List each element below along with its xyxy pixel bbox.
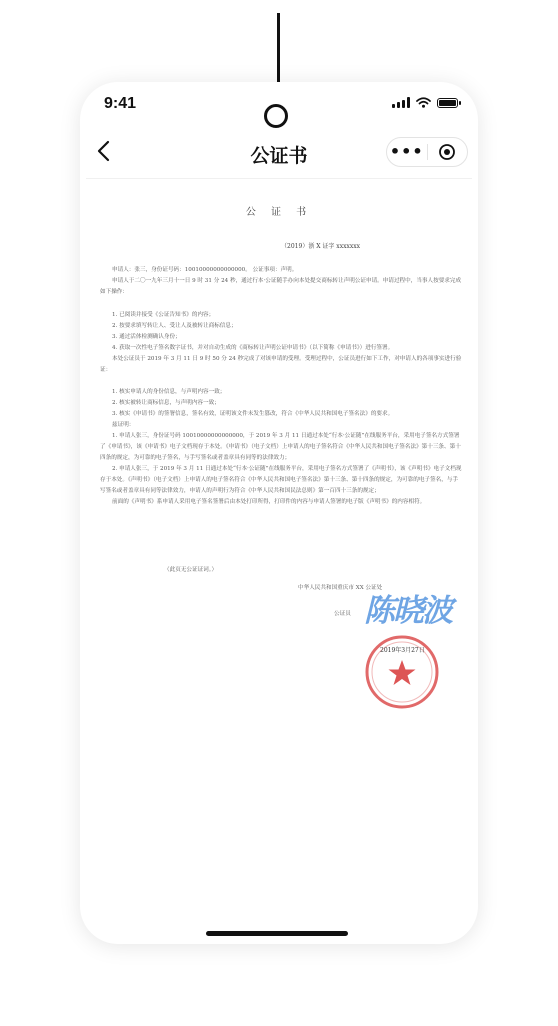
document-heading: 公 证 书 [245, 207, 313, 218]
target-close-icon [438, 143, 456, 161]
home-indicator[interactable] [206, 931, 348, 936]
page-title: 公证书 [250, 145, 308, 167]
steps-list [100, 310, 462, 376]
close-button[interactable] [427, 143, 467, 161]
list-item: 3. 核实《申请书》的签署信息，签名有效，证明该文件未发生篡改，符合《中华人民共和国电子签名法》的要求。 [112, 411, 394, 417]
wifi-icon [416, 97, 431, 108]
certificate-document[interactable] [86, 178, 472, 899]
notary-office: 中华人民共和国重庆市 XX 公证处 [298, 585, 383, 591]
list-item: 2. 核实被转让商标信息，与声明内容一致； [112, 400, 220, 406]
accept-paragraph: 本处公证员于 2019 年 3 月 11 日 9 时 50 分 24 秒完成了对该申请的受理。受理过程中，公证员进行如下工作，对申请人的各项事实进行验证： [100, 356, 462, 373]
more-button[interactable]: ••• [389, 142, 424, 161]
intro-line: 申请人：张三，身份证号码：10010000000000000。 公证事项：声明。 [112, 267, 298, 273]
checks-list [100, 387, 462, 431]
mini-program-capsule [386, 137, 468, 167]
status-icons [392, 97, 458, 108]
list-item: 2. 按要求填写转让人、受让人及被转让商标信息； [112, 323, 237, 329]
handwritten-signature: 陈晓波 [364, 593, 451, 629]
pointer-ring-icon [264, 104, 288, 128]
list-item: 1. 核实申请人的身份信息，与声明内容一致； [112, 389, 226, 395]
certify-label: 兹证明： [112, 422, 135, 428]
status-time: 9:41 [104, 95, 137, 112]
intro-line: 申请人于二〇一九年三月十一日 9 时 31 分 24 秒，通过行本·公证随手办向本处提交商标转让声明公证申请。申请过程中，当事人按要求完成如下操作： [100, 278, 462, 295]
date-signed: 2019年3月27日 [380, 647, 425, 654]
certify-paragraph: 1. 申请人张三，身份证号码 10010000000000000，于 2019 年 3 月 11 日通过本处“行本·公证随”在线服务平台，采用电子签名方式签署了《申请书》，该《申请书》电子文档现存于本处。《申请书》（电子文档）上申请人的电子签名符合《中华人民共和国电子签名法》第十三条、第十四条的规定，为可靠的电子签名，与手写签名或者盖章具有同等的法律效力； [100, 433, 461, 461]
list-item: 3. 通过活体检测确认身份； [112, 334, 181, 340]
footnote: （此页无公证证词。） [164, 567, 218, 573]
document-number: （2019）浙 X 证字 xxxxxxx [281, 243, 360, 250]
list-item: 4. 获取一次性电子签名数字证书，并对自动生成的《商标转让声明公证申请书》（以下简称《申请书》）进行签署。 [112, 345, 394, 351]
certify-section [100, 431, 462, 508]
signal-icon [392, 97, 410, 108]
intro-section [100, 265, 462, 298]
appendix-paragraph: 前面的《声明书》系申请人采用电子签名签署后由本处打印所得，打印件的内容与申请人签署的电子版《声明书》的内容相符。 [112, 499, 426, 505]
battery-icon [437, 98, 458, 108]
list-item: 1. 已阅读并接受《公证告知书》的内容； [112, 312, 215, 318]
certify-paragraph: 2. 申请人张三，于 2019 年 3 月 11 日通过本处“行本·公证随”在线服务平台，采用电子签名方式签署了《声明书》，该《声明书》电子文档现存于本处。《声明书》（电子文档）上申请人的电子签名符合《中华人民共和国电子签名法》第十三条、第十四条的规定，为可靠的电子签名，与手写签名或者盖章具有同等法律效力，申请人的声明行为符合《中华人民共和国民法总则》第一百四十三条的规定； [100, 466, 462, 494]
notary-label: 公证员 [334, 611, 351, 617]
nav-bar [80, 126, 478, 176]
phone-frame [80, 82, 478, 944]
